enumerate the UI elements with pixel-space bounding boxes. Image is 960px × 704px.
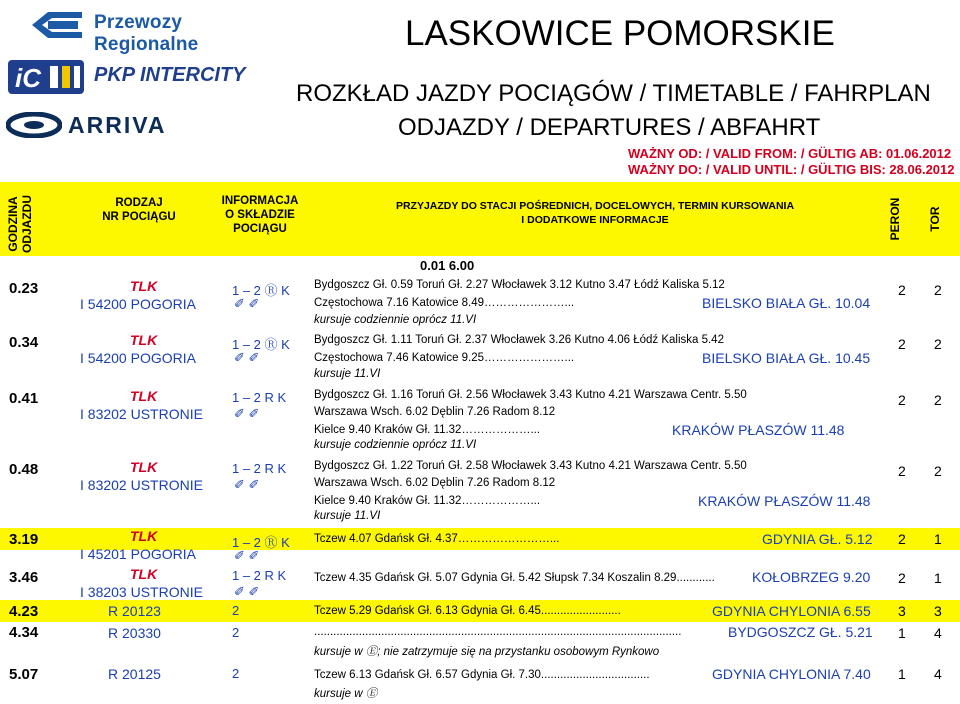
header-arrivals-line1: PRZYJAZDY DO STACJI POŚREDNICH, DOCELOWYCH, TERMIN KURSOWANIA (395, 200, 795, 212)
header-track-label: TOR (928, 206, 942, 232)
service-note: kursuje w Ⓔ; nie zatrzymuje się na przystanku osobowym Rynkowo (314, 646, 660, 658)
train-number: I 38203 USTRONIE (80, 584, 203, 600)
carrier-label: TLK (130, 566, 158, 582)
via-line-1: Tczew 4.35 Gdańsk Gł. 5.07 Gdynia Gł. 5.42 Słupsk 7.34 Koszalin 8.29............ (314, 572, 715, 584)
train-number: I 83202 USTRONIE (80, 477, 203, 493)
header-track (928, 199, 942, 239)
departure-hour: 5.07 (9, 666, 39, 683)
via-line-3: Kielce 9.40 Kraków Gł. 11.32………………... (314, 495, 541, 507)
departure-hour: 0.23 (9, 280, 39, 297)
via-line-1: Bydgoszcz Gł. 1.22 Toruń Gł. 2.58 Włocławek 3.43 Kutno 4.21 Warszawa Centr. 5.50 (314, 460, 747, 472)
carrier-label: TLK (130, 332, 158, 348)
composition-info: 1 – 2 R K (232, 461, 287, 476)
bicycle-icons: ✐ ✐ (234, 477, 260, 492)
header-platform-label: PERON (888, 197, 902, 241)
arriva-logo-mark (6, 112, 62, 138)
bicycle-icons: ✐ ✐ (234, 350, 260, 365)
przewozy-regionalne-text: Przewozy Regionalne (94, 12, 199, 55)
composition-info: 1 – 2 Ⓡ K (232, 283, 290, 298)
header-composition (205, 194, 315, 236)
train-number: R 20330 (108, 625, 161, 641)
header-composition-line1: INFORMACJA (221, 195, 299, 207)
departure-hour: 0.34 (9, 334, 39, 351)
przewozy-regionalne-logo (28, 8, 250, 55)
composition-info: 2 (232, 666, 240, 681)
via-line-1: Tczew 4.07 Gdańsk Gł. 4.37……………………... (314, 533, 560, 545)
via-line-1: Tczew 6.13 Gdańsk Gł. 6.57 Gdynia Gł. 7.30.................................. (314, 669, 650, 681)
destination: KOŁOBRZEG 9.20 (752, 569, 871, 585)
departure-hour: 3.46 (9, 569, 39, 586)
header-arrivals-line2: I DODATKOWE INFORMACJE (521, 214, 669, 226)
platform-number: 2 (898, 463, 906, 479)
train-number: R 20125 (108, 666, 161, 682)
via-line-1: ................................................................................................................... (314, 626, 682, 638)
via-line-1: Bydgoszcz Gł. 1.16 Toruń Gł. 2.56 Włocławek 3.43 Kutno 4.21 Warszawa Centr. 5.50 (314, 389, 747, 401)
platform-number: 2 (898, 531, 906, 547)
platform-number: 2 (898, 282, 906, 298)
bicycle-icons: ✐ ✐ (234, 406, 260, 421)
bicycle-icons: ✐ ✐ (234, 548, 260, 563)
departure-hour: 4.23 (9, 603, 39, 620)
via-line-2: Częstochowa 7.16 Katowice 8.49…………………... (314, 297, 575, 309)
carrier-label: TLK (130, 528, 158, 544)
przewozy-regionalne-logo-mark (28, 8, 86, 42)
service-note: kursuje codziennie oprócz 11.VI (314, 314, 477, 326)
station-title: LASKOWICE POMORSKIE (405, 14, 835, 53)
via-line-2: Warszawa Wsch. 6.02 Dęblin 7.26 Radom 8.12 (314, 477, 556, 489)
destination: GDYNIA CHYLONIA 7.40 (712, 666, 871, 682)
svg-text:iC: iC (15, 63, 41, 93)
platform-number: 1 (898, 666, 906, 682)
pkp-intercity-text: PKP INTERCITY (94, 64, 246, 86)
bicycle-icons: ✐ ✐ (234, 584, 260, 599)
header-arrivals (360, 199, 830, 227)
via-line-1: Bydgoszcz Gł. 0.59 Toruń Gł. 2.27 Włocławek 3.12 Kutno 3.47 Łódź Kaliska 5.12 (314, 279, 725, 291)
service-note: kursuje w Ⓔ (314, 688, 378, 700)
track-number: 3 (934, 603, 942, 619)
destination: KRAKÓW PŁASZÓW 11.48 (672, 422, 845, 438)
arriva-text: ARRIVA (68, 112, 167, 138)
composition-info: 1 – 2 Ⓡ K (232, 535, 290, 550)
destination: GDYNIA GŁ. 5.12 (762, 531, 873, 547)
track-number: 2 (934, 463, 942, 479)
service-note: kursuje 11.VI (314, 368, 381, 380)
valid-from: WAŻNY OD: / VALID FROM: / GÜLTIG AB: 01.06.2012 (628, 146, 952, 161)
header-composition-line3: POCIĄGU (233, 223, 287, 235)
bicycle-icons: ✐ ✐ (234, 296, 260, 311)
train-number: I 54200 POGORIA (80, 296, 196, 312)
composition-info: 2 (232, 603, 240, 618)
departure-hour: 3.19 (9, 531, 39, 548)
destination: BYDGOSZCZ GŁ. 5.21 (728, 624, 873, 640)
validity-dates (628, 146, 955, 178)
train-number: I 54200 POGORIA (80, 350, 196, 366)
header-platform (888, 194, 902, 244)
platform-number: 2 (898, 336, 906, 352)
departure-hour: 0.41 (9, 390, 39, 407)
platform-number: 2 (898, 392, 906, 408)
train-number: R 20123 (108, 603, 161, 619)
valid-until: WAŻNY DO: / VALID UNTIL: / GÜLTIG BIS: 28.06.2012 (628, 162, 955, 177)
via-line-1: Tczew 5.29 Gdańsk Gł. 6.13 Gdynia Gł. 6.45......................... (314, 605, 621, 617)
service-note: kursuje codziennie oprócz 11.VI (314, 439, 477, 451)
composition-info: 1 – 2 R K (232, 568, 287, 583)
destination: KRAKÓW PŁASZÓW 11.48 (698, 493, 871, 509)
via-line-2: Warszawa Wsch. 6.02 Dęblin 7.26 Radom 8.12 (314, 406, 556, 418)
table-header (0, 182, 960, 256)
destination: BIELSKO BIAŁA GŁ. 10.04 (702, 295, 871, 311)
track-number: 2 (934, 392, 942, 408)
platform-number: 3 (898, 603, 906, 619)
via-line-3: Kielce 9.40 Kraków Gł. 11.32………………... (314, 424, 541, 436)
track-number: 1 (934, 570, 942, 586)
carrier-label: TLK (130, 388, 158, 404)
departure-hour: 0.48 (9, 461, 39, 478)
service-note: kursuje 11.VI (314, 510, 381, 522)
platform-number: 1 (898, 625, 906, 641)
track-number: 4 (934, 666, 942, 682)
composition-info: 1 – 2 Ⓡ K (232, 337, 290, 352)
train-number: I 45201 POGORIA (80, 546, 196, 562)
track-number: 1 (934, 531, 942, 547)
carrier-label: TLK (130, 459, 158, 475)
track-number: 4 (934, 625, 942, 641)
header-train-type-line1: RODZAJ (115, 197, 163, 209)
destination: BIELSKO BIAŁA GŁ. 10.45 (702, 350, 871, 366)
destination: GDYNIA CHYLONIA 6.55 (712, 603, 871, 619)
time-band: 0.01 6.00 (420, 258, 475, 273)
header-departure-time (6, 184, 34, 264)
track-number: 2 (934, 282, 942, 298)
arriva-logo (6, 112, 236, 138)
header-departure-time-label: GODZINA ODJAZDU (6, 195, 34, 254)
train-number: I 83202 USTRONIE (80, 406, 203, 422)
platform-number: 2 (898, 570, 906, 586)
composition-info: 2 (232, 625, 240, 640)
track-number: 2 (934, 336, 942, 352)
composition-info: 1 – 2 R K (232, 390, 287, 405)
header-composition-line2: O SKŁADZIE (225, 209, 295, 221)
carrier-label: TLK (130, 278, 158, 294)
departures-title: ODJAZDY / DEPARTURES / ABFAHRT (398, 114, 821, 141)
header-train-type-line2: NR POCIĄGU (102, 211, 176, 223)
departure-hour: 4.34 (9, 624, 39, 641)
pkp-intercity-logo (6, 56, 246, 98)
header-train-type (84, 196, 194, 224)
timetable-title: ROZKŁAD JAZDY POCIĄGÓW / TIMETABLE / FAHRPLAN (296, 80, 931, 107)
intercity-logo-mark (6, 56, 86, 98)
via-line-1: Bydgoszcz Gł. 1.11 Toruń Gł. 2.37 Włocławek 3.26 Kutno 4.06 Łódź Kaliska 5.42 (314, 334, 724, 346)
via-line-2: Częstochowa 7.46 Katowice 9.25…………………... (314, 352, 575, 364)
